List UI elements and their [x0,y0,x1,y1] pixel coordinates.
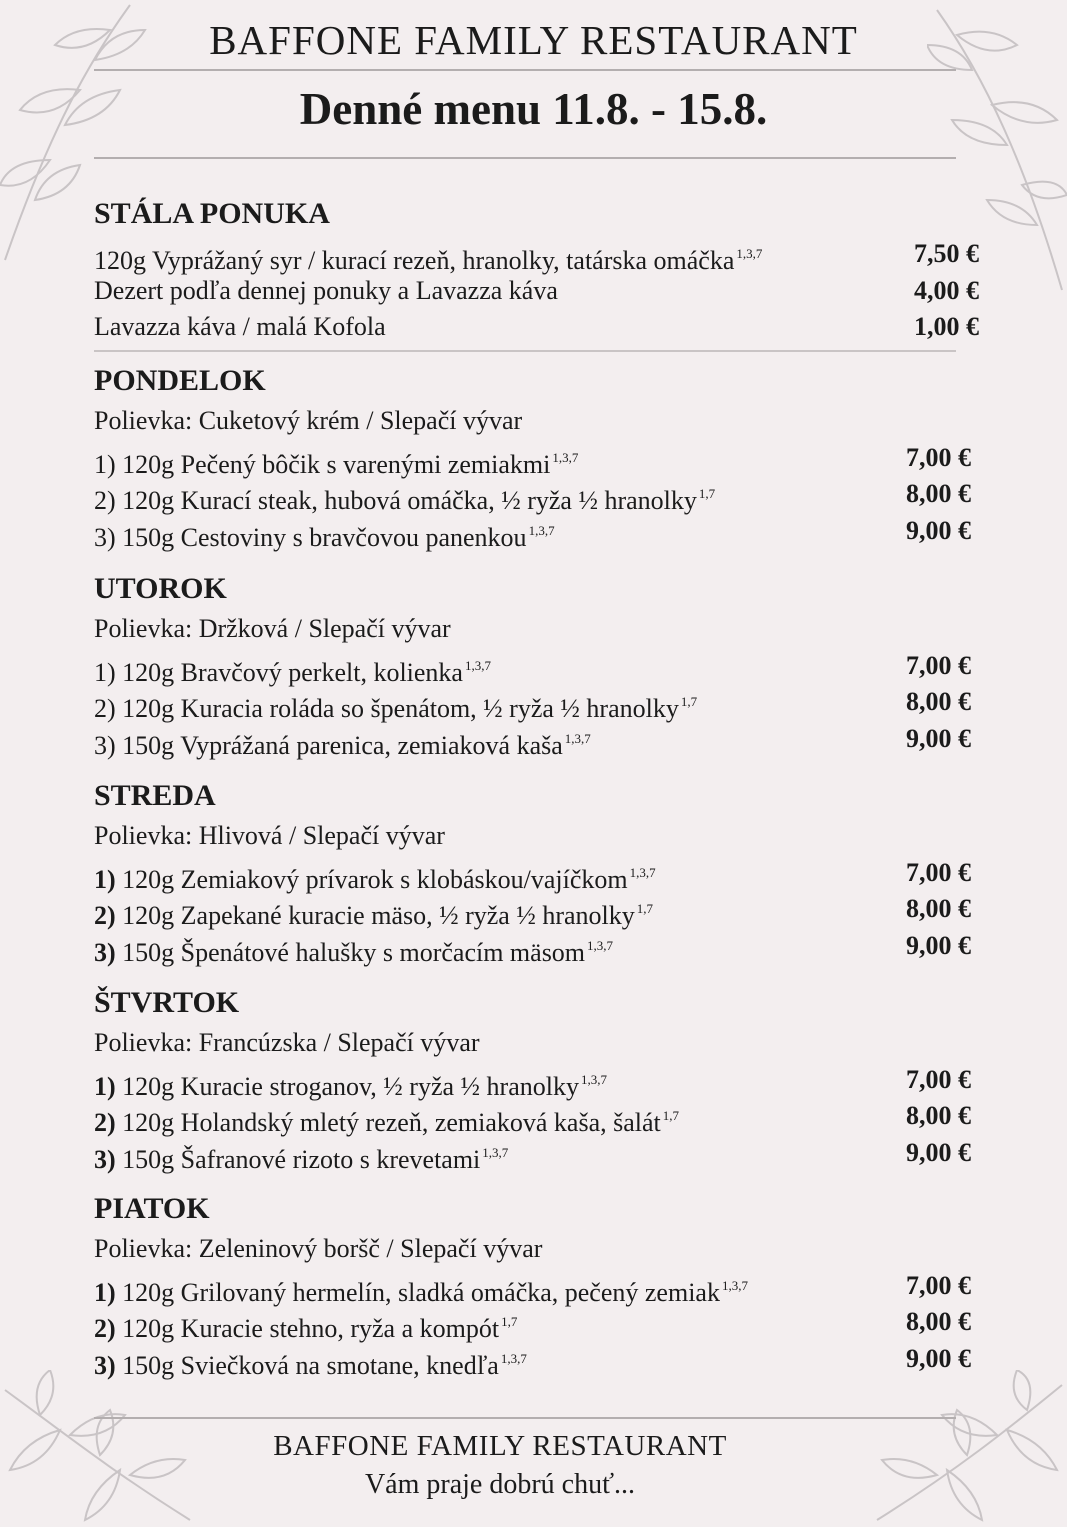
section-thursday [94,985,979,1174]
item-name: 120g Kuracie stroganov, ½ ryža ½ hranolky [122,1071,579,1101]
item-number: 3) [94,1144,116,1174]
item-allergens: 1,3,7 [500,1350,527,1366]
item-allergens: 1,3,7 [564,730,591,746]
section-friday [94,1191,979,1380]
item-price: 7,00 € [906,442,971,472]
item-name: 120g Grilovaný hermelín, sladká omáčka, pečený zemiak [122,1277,720,1307]
item-allergens: 1,7 [680,694,698,709]
menu-item [94,513,979,550]
footer-divider [94,1417,956,1419]
item-number: 1) [94,449,116,479]
item-name: 150g Sviečková na smotane, knedľa [122,1350,499,1380]
item-allergens: 1,3,7 [482,1144,509,1160]
item-number: 1) [94,1071,116,1101]
item-allergens: 1,7 [501,1314,518,1329]
item-allergens: 1,3,7 [464,657,491,673]
item-price: 9,00 € [906,515,971,545]
item-price: 4,00 € [914,275,979,305]
item-name: 150g Cestoviny s bravčovou panenkou [122,522,527,552]
menu-item [94,1135,979,1172]
item-allergens: 1,3,7 [528,522,555,538]
item-number: 3) [94,730,116,760]
section-title: ŠTVRTOK [94,986,240,1019]
item-price: 7,00 € [906,1064,971,1094]
item-allergens: 1,3,7 [587,937,614,953]
item-number: 2) [94,1108,116,1137]
section-title: PIATOK [94,1192,210,1225]
item-number: 2) [94,1314,116,1343]
item-name: 120g Zapekané kuracie mäso, ½ ryža ½ hranolky [122,901,635,930]
item-number: 3) [94,1350,116,1380]
menu-item [94,309,979,346]
item-name: 120g Kuracia roláda so špenátom, ½ ryža ½ hranolky [122,694,679,723]
soup-line: Polievka: Držková / Slepačí vývar [94,614,451,643]
menu-item [94,273,979,310]
item-allergens: 1,7 [698,486,716,501]
restaurant-name: BAFFONE FAMILY RESTAURANT [209,17,858,63]
footer-restaurant-name: BAFFONE FAMILY RESTAURANT [273,1430,727,1462]
item-number: 1) [94,864,116,894]
item-allergens: 1,3,7 [736,246,763,261]
section-wednesday [94,778,979,967]
item-name: 120g Kuracie stehno, ryža a kompót [122,1314,500,1343]
item-price: 9,00 € [906,930,971,960]
item-name: 120g Vyprážaný syr / kurací rezeň, hranolky, tatárska omáčka [94,246,735,275]
menu-item [94,891,979,928]
header-divider [94,69,956,71]
item-number: 3) [94,522,116,552]
menu-item [94,928,979,965]
item-price: 7,50 € [914,239,979,268]
section-monday [94,363,979,552]
section-title: PONDELOK [94,364,266,397]
item-name: 150g Špenátové halušky s morčacím mäsom [122,937,586,967]
item-name: 120g Pečený bôčik s varenými zemiakmi [122,449,551,479]
item-allergens: 1,7 [636,901,654,916]
soup-line: Polievka: Cuketový krém / Slepačí vývar [94,406,523,435]
item-name: 120g Kurací steak, hubová omáčka, ½ ryža ½ hranolky [122,486,697,515]
section-title: STREDA [94,779,216,812]
item-price: 8,00 € [906,1101,971,1130]
section-title: STÁLA PONUKA [94,197,330,230]
item-number: 3) [94,937,116,967]
item-price: 1,00 € [914,312,979,341]
menu-item [94,1304,979,1341]
menu-item [94,721,979,758]
page-title: Denné menu 11.8. - 15.8. [299,84,768,134]
menu-item [94,476,979,513]
section-title: UTOROK [94,572,227,605]
soup-line: Polievka: Hlivová / Slepačí vývar [94,821,445,850]
item-price: 7,00 € [906,1270,971,1300]
soup-line: Polievka: Zeleninový boršč / Slepačí vývar [94,1234,543,1263]
item-price: 7,00 € [906,650,971,680]
item-name: 150g Vyprážaná parenica, zemiaková kaša [122,730,563,760]
item-allergens: 1,3,7 [580,1071,607,1087]
menu-item [94,648,979,685]
section-divider [94,350,956,352]
item-price: 8,00 € [906,1307,971,1336]
menu-item [94,1341,979,1378]
section-tuesday [94,571,979,760]
menu-item [94,855,979,892]
item-name: 150g Šafranové rizoto s krevetami [122,1144,481,1174]
section-standing-offer [94,196,979,346]
item-price: 9,00 € [906,1343,971,1373]
item-price: 8,00 € [906,479,971,508]
item-name: 120g Bravčový perkelt, kolienka [122,657,463,687]
item-number: 2) [94,486,116,515]
title-divider [94,157,956,159]
item-allergens: 1,3,7 [629,864,656,880]
item-price: 8,00 € [906,687,971,716]
item-number: 1) [94,1277,116,1307]
menu-item [94,1062,979,1099]
menu-item [94,1098,979,1135]
item-name: Lavazza káva / malá Kofola [94,312,386,341]
item-name: Dezert podľa dennej ponuky a Lavazza káva [94,275,558,305]
item-allergens: 1,7 [662,1108,680,1123]
item-allergens: 1,3,7 [721,1277,748,1293]
soup-line: Polievka: Francúzska / Slepačí vývar [94,1028,480,1057]
item-price: 8,00 € [906,894,971,923]
item-price: 7,00 € [906,857,971,887]
item-number: 2) [94,694,116,723]
item-number: 2) [94,901,116,930]
footer-wish: Vám praje dobrú chuť... [364,1469,636,1500]
item-allergens: 1,3,7 [552,449,579,465]
menu-item [94,236,979,273]
item-price: 9,00 € [906,723,971,753]
menu-item [94,684,979,721]
item-price: 9,00 € [906,1137,971,1167]
menu-item [94,440,979,477]
menu-item [94,1268,979,1305]
item-name: 120g Holandský mletý rezeň, zemiaková kaša, šalát [122,1108,661,1137]
item-number: 1) [94,657,116,687]
item-name: 120g Zemiakový prívarok s klobáskou/vajíčkom [122,864,628,894]
